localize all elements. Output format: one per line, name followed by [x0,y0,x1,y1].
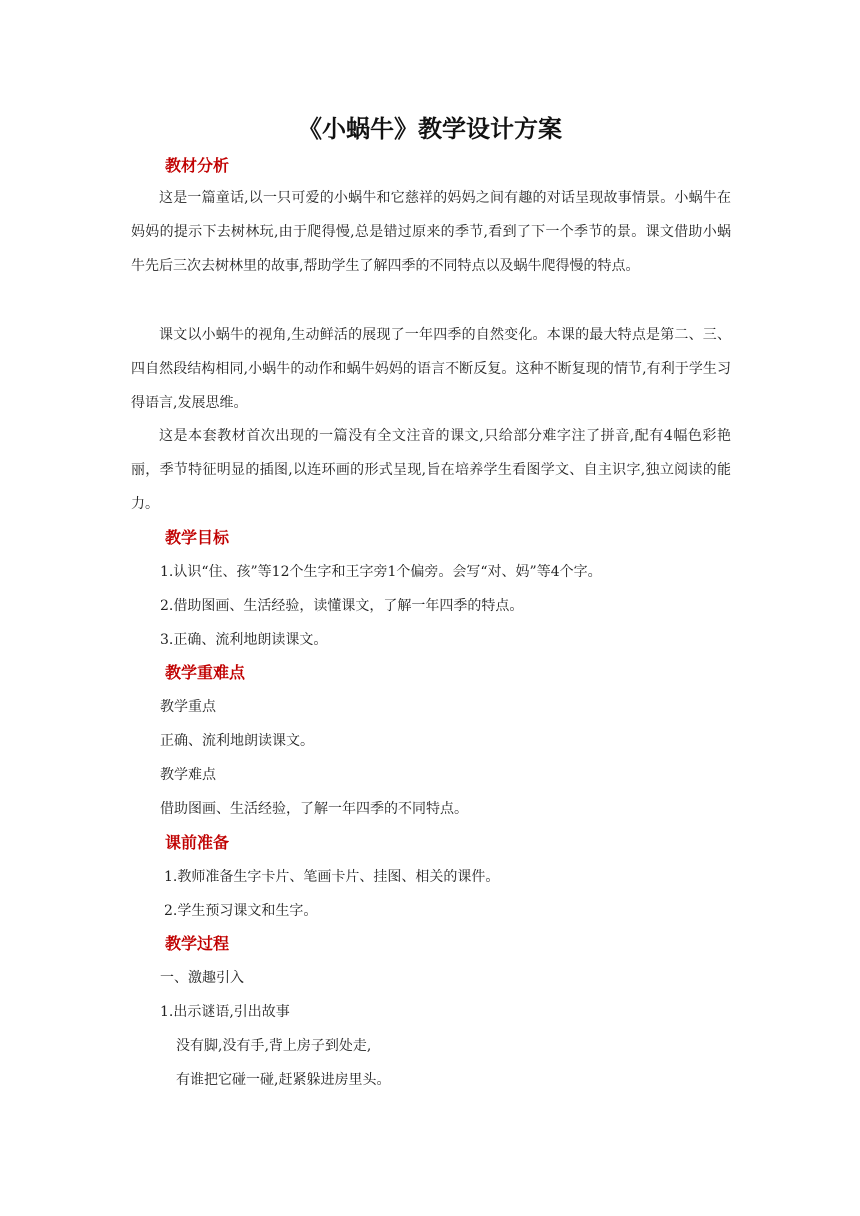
key-label: 教学重点 [160,699,216,715]
difficulty-text: 借助图画、生活经验，了解一年四季的不同特点。 [160,801,468,817]
difficulty-label: 教学难点 [160,767,216,783]
riddle-line-1: 没有脚,没有手,背上房子到处走, [176,1038,372,1054]
section-heading-preparation: 课前准备 [165,833,230,852]
goal-item-2: 2.借助图画、生活经验，读懂课文，了解一年四季的特点。 [160,598,524,614]
goal-item-3: 3.正确、流利地朗读课文。 [160,632,328,648]
section-heading-goals: 教学目标 [165,528,230,547]
document-title: 《小蜗牛》教学设计方案 [298,115,562,143]
process-substep: 1.出示谜语,引出故事 [160,1004,290,1020]
preparation-item-2: 2.学生预习课文和生字。 [164,903,318,919]
process-step: 一、激趣引入 [160,970,244,986]
analysis-paragraph-2: 课文以小蜗牛的视角,生动鲜活的展现了一年四季的自然变化。本课的最大特点是第二、三、四自然段结构相同,小蜗牛的动作和蜗牛妈妈的语言不断反复。这种不断复现的情节,有利于学生习得语言,发展思维。 [131,327,731,411]
section-heading-analysis: 教材分析 [165,156,230,175]
goal-item-1: 1.认识“住、孩”等12个生字和王字旁1个偏旁。会写“对、妈”等4个字。 [160,564,602,580]
section-heading-process: 教学过程 [165,934,230,953]
riddle-line-2: 有谁把它碰一碰,赶紧躲进房里头。 [176,1072,391,1088]
section-heading-keypoints: 教学重难点 [165,663,246,682]
preparation-item-1: 1.教师准备生字卡片、笔画卡片、挂图、相关的课件。 [164,869,500,885]
key-text: 正确、流利地朗读课文。 [160,733,314,749]
analysis-paragraph-1: 这是一篇童话,以一只可爱的小蜗牛和它慈祥的妈妈之间有趣的对话呈现故事情景。小蜗牛在妈妈的提示下去树林玩,由于爬得慢,总是错过原来的季节,看到了下一个季节的景。课文借助小蜗牛先后三次去树林里的故事,帮助学生了解四季的不同特点以及蜗牛爬得慢的特点。 [131,190,731,274]
analysis-paragraph-3: 这是本套教材首次出现的一篇没有全文注音的课文,只给部分难字注了拼音,配有4幅色彩艳丽，季节特征明显的插图,以连环画的形式呈现,旨在培养学生看图学文、自主识字,独立阅读的能力。 [131,428,731,512]
